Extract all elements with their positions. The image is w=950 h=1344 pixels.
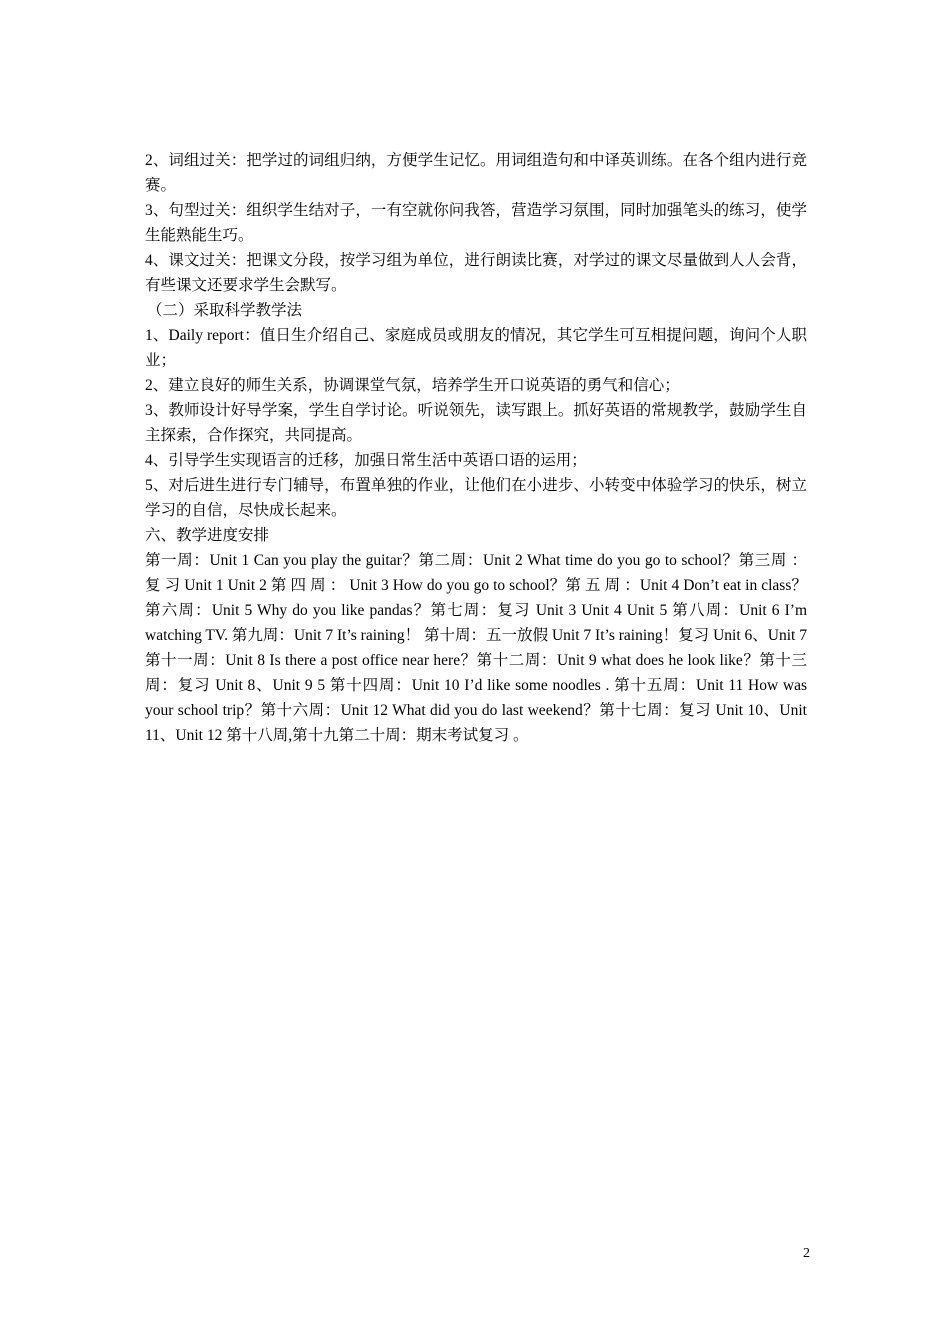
paragraph-phrase-review: 2、词组过关：把学过的词组归纳，方便学生记忆。用词组造句和中译英训练。在各个组内进行竞赛。: [145, 152, 807, 194]
section-heading-schedule: 六、教学进度安排: [145, 527, 270, 544]
paragraph-text-review: 4、课文过关：把课文分段，按学习组为单位，进行朗读比赛，对学过的课文尽量做到人人会背，有些课文还要求学生会默写。: [145, 252, 807, 294]
paragraph-daily-report: 1、Daily report：值日生介绍自己、家庭成员或朋友的情况，其它学生可互相提问题，询问个人职业；: [145, 327, 807, 369]
paragraph-language-transfer: 4、引导学生实现语言的迁移，加强日常生活中英语口语的运用；: [145, 452, 587, 469]
document-body: [145, 148, 807, 748]
page-number: 2: [803, 1246, 810, 1261]
section-heading-teaching-methods: （二）采取科学教学法: [147, 302, 303, 319]
paragraph-sentence-pattern-review: 3、句型过关：组织学生结对子，一有空就你问我答，营造学习氛围，同时加强笔头的练习，使学生能熟能生巧。: [145, 202, 807, 244]
paragraph-remedial-tutoring: 5、对后进生进行专门辅导，布置单独的作业，让他们在小进步、小转变中体验学习的快乐，树立学习的自信，尽快成长起来。: [145, 477, 807, 519]
paragraph-weekly-schedule: 第一周：Unit 1 Can you play the guitar？第二周：Unit 2 What time do you go to school？第三周 ： 复 习 Unit 1 Unit 2 第 四 周 ： Unit 3 How do you go to school？第 五 周 ：Unit 4 Don’t eat in class？第六周：Unit 5 Why do you like pandas？第七周：复习 Unit 3 Unit 4 Unit 5 第八周：Unit 6 I’m watching TV. 第九周：Unit 7 It’s raining！ 第十周：五一放假 Unit 7 It’s raining！复习 Unit 6、Unit 7 第十一周：Unit 8 Is there a post office near here？第十二周：Unit 9 what does he look like？第十三周：复习 Unit 8、Unit 9 5 第十四周：Unit 10 I’d like some noodles . 第十五周：Unit 11 How was your school trip？第十六周：Unit 12 What did you do last weekend？第十七周：复习 Unit 10、Unit 11、Unit 12 第十八周,第十九第二十周：期末考试复习 。: [145, 552, 807, 744]
paragraph-teacher-student-relationship: 2、建立良好的师生关系，协调课堂气氛，培养学生开口说英语的勇气和信心；: [145, 377, 680, 394]
paragraph-guided-learning: 3、教师设计好导学案，学生自学讨论。听说领先，读写跟上。抓好英语的常规教学，鼓励学生自主探索，合作探究，共同提高。: [145, 402, 807, 444]
